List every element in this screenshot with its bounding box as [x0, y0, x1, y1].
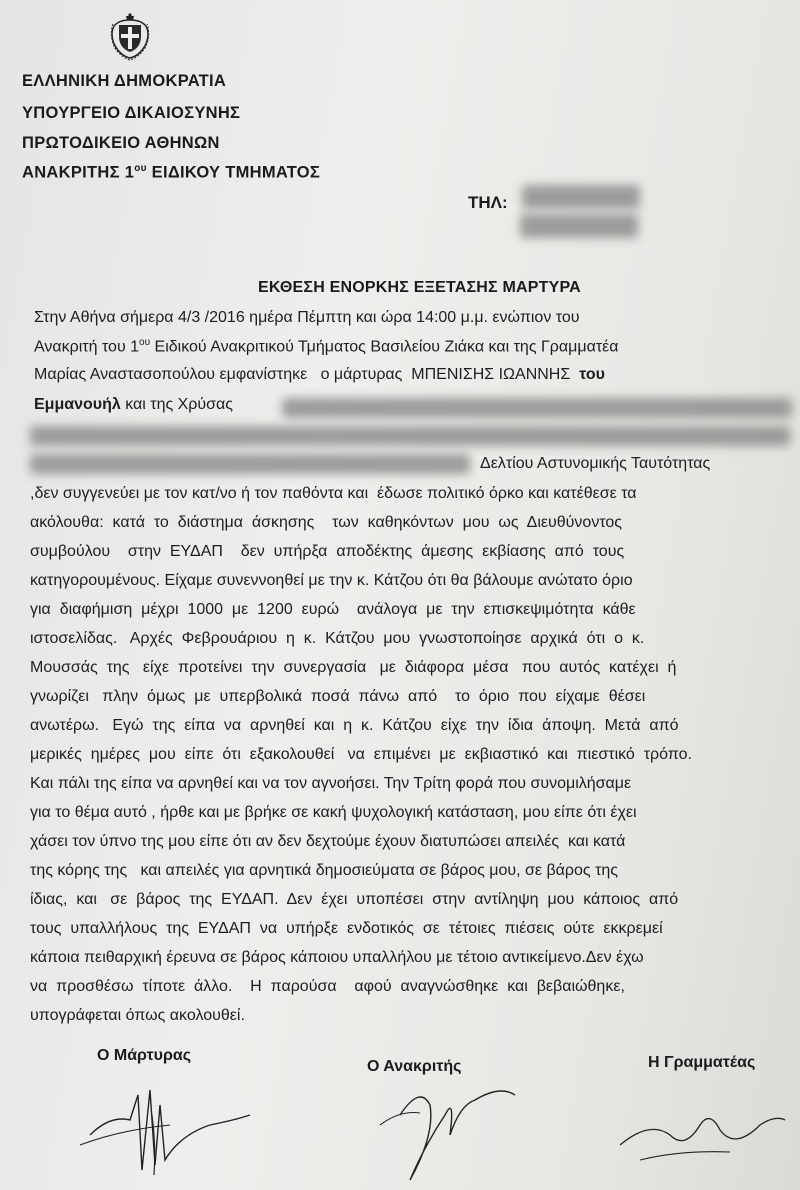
- investigator-label: Ο Ανακριτής: [367, 1058, 462, 1075]
- body-line: συμβούλου στην ΕΥΔΑΠ δεν υπήρξα αποδέκτης άμεσης εκβίασης από τους: [30, 543, 625, 560]
- witness-signature: [60, 1075, 260, 1180]
- body-line: υπογράφεται όπως ακολουθεί.: [30, 1007, 245, 1024]
- redacted-text: [30, 454, 470, 474]
- redacted-phone-2: [520, 214, 638, 238]
- body-line: ίδιας, και σε βάρος της ΕΥΔΑΠ. Δεν έχει υποπέσει στην αντίληψη μου κάποιος από: [30, 891, 679, 908]
- body-line: της κόρης της και απειλές για αρνητικά δημοσιεύματα σε βάρος μου, σε βάρος της: [30, 862, 618, 879]
- body-line: Και πάλι της είπα να αρνηθεί και να τον αγνοήσει. Την Τρίτη φορά που συνομιλήσαμε: [30, 775, 632, 792]
- body-line: Δελτίου Αστυνομικής Ταυτότητας: [480, 455, 711, 472]
- document-title: ΕΚΘΕΣΗ ΕΝΟΡΚΗΣ ΕΞΕΤΑΣΗΣ ΜΑΡΤΥΡΑ: [258, 279, 581, 296]
- body-line: Μαρίας Αναστασοπούλου εμφανίστηκε ο μάρτυρας ΜΠΕΝΙΣΗΣ ΙΩΑΝΝΗΣ του: [34, 366, 605, 383]
- secretary-label: Η Γραμματέας: [648, 1054, 756, 1071]
- body-line: κάποια πειθαρχική έρευνα σε βάρος κάποιου υπαλλήλου με τέτοιο αντικείμενο.Δεν έχω: [30, 949, 644, 966]
- body-line: να προσθέσω τίποτε άλλο. Η παρούσα αφού αναγνώσθηκε και βεβαιώθηκε,: [30, 978, 625, 995]
- body-line: Στην Αθήνα σήμερα 4/3 /2016 ημέρα Πέμπτη και ώρα 14:00 μ.μ. ενώπιον του: [34, 309, 580, 326]
- redacted-text: [282, 398, 792, 418]
- tel-label: ΤΗΛ:: [468, 193, 508, 212]
- body-line: ,δεν συγγενεύει με τον κατ/νο ή τον παθόντα και έδωσε πολιτικό όρκο και κατέθεσε τα: [30, 485, 637, 502]
- header-court: ΠΡΩΤΟΔΙΚΕΙΟ ΑΘΗΝΩΝ: [22, 134, 220, 152]
- redacted-text: [30, 426, 790, 446]
- body-line: Ανακριτή του $1^{o\upsilon}$ Ειδικού Ανακριτικού Τμήματος Βασιλείου Ζιάκα και της Γραμματέα: [34, 337, 619, 356]
- secretary-signature: [610, 1090, 790, 1180]
- body-line: Μουσσάς της είχε προτείνει την συνεργασία με διάφορα μέσα που αυτός κατέχει ή: [30, 659, 677, 676]
- greek-coat-of-arms-icon: [107, 12, 153, 62]
- body-line: κατηγορουμένους. Είχαμε συνεννοηθεί με την κ. Κάτζου ότι θα βάλουμε ανώτατο όριο: [30, 572, 633, 589]
- body-line: χάσει τον ύπνο της μου είπε ότι αν δεν δεχτούμε έχουν διατυπώσει απειλές και κατά: [30, 833, 626, 850]
- body-line: Εμμανουήλ και της Χρύσας: [34, 396, 233, 413]
- body-line: ανωτέρω. Εγώ της είπα να αρνηθεί και η κ. Κάτζου είχε την ίδια άποψη. Μετά από: [30, 717, 679, 734]
- body-line: γνωρίζει πλην όμως με υπερβολικά ποσά πάνω από το όριο που είχαμε θέσει: [30, 688, 646, 705]
- body-line: μερικές ημέρες μου είπε ότι εξακολουθεί να επιμένει με εκβιαστικό και πιεστικό τρόπο.: [30, 746, 692, 763]
- header-department: ΑΝΑΚΡΙΤΗΣ $1^{o\upsilon}$ ΕΙΔΙΚΟΥ ΤΜΗΜΑΤΟΣ: [22, 163, 321, 182]
- body-line: για το θέμα αυτό , ήρθε και με βρήκε σε κακή ψυχολογική κατάσταση, μου είπε ότι έχει: [30, 804, 637, 821]
- header-ministry: ΥΠΟΥΡΓΕΙΟ ΔΙΚΑΙΟΣΥΝΗΣ: [22, 104, 241, 122]
- redacted-phone: [522, 185, 640, 209]
- body-line: τους υπαλλήλους της ΕΥΔΑΠ να υπήρξε ενδοτικός σε τέτοιες πιέσεις ούτε εκκρεμεί: [30, 920, 663, 937]
- body-line: ιστοσελίδας. Αρχές Φεβρουάριου η κ. Κάτζου μου γνωστοποίησε αρχικά ότι ο κ.: [30, 630, 645, 647]
- body-line: ακόλουθα: κατά το διάστημα άσκησης των καθηκόντων μου ως Διευθύνοντος: [30, 514, 623, 531]
- witness-label: Ο Μάρτυρας: [97, 1047, 192, 1064]
- body-line: για διαφήμιση μέχρι 1000 με 1200 ευρώ ανάλογα με την επισκεψιμότητα κάθε: [30, 601, 636, 618]
- header-republic: ΕΛΛΗΝΙΚΗ ΔΗΜΟΚΡΑΤΙΑ: [22, 72, 227, 90]
- investigator-signature: [360, 1075, 530, 1190]
